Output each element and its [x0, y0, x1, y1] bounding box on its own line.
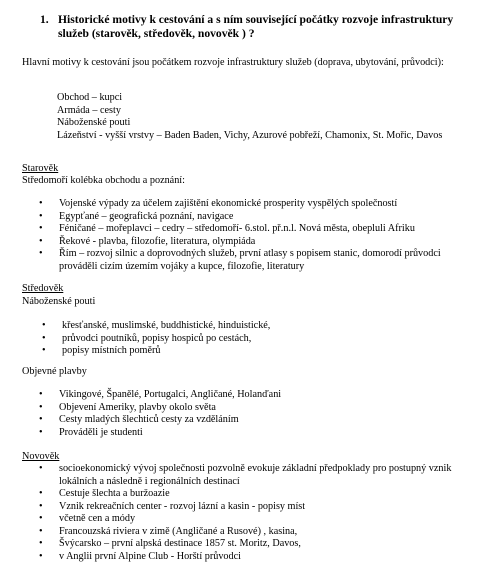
- list-item: • Cestuje šlechta a buržoazie: [39, 488, 459, 501]
- motive-item: Náboženské pouti: [57, 117, 131, 128]
- question-number: 1.: [40, 13, 49, 26]
- list-item: • Francouzská riviera v zimě (Angličané a Rusové) , kasina,: [39, 526, 459, 539]
- motive-item: Armáda – cesty: [57, 104, 121, 116]
- list-item: • v Anglii první Alpine Club - Horští průvodci: [39, 551, 459, 564]
- list-item: • Cesty mladých šlechticů cesty za vzděláním: [39, 414, 439, 427]
- objevne-plavby-list: [39, 389, 439, 439]
- section-title-objevne-plavby: Objevné plavby: [22, 366, 87, 377]
- section-subtitle-starovek: Středomoří kolébka obchodu a poznání:: [22, 175, 185, 186]
- section-title-novovek: Novověk: [22, 451, 60, 462]
- section-subtitle-stredovek: Náboženské pouti: [22, 296, 96, 307]
- list-item: • Prováděli je studenti: [39, 427, 439, 440]
- list-item: • včetně cen a módy: [39, 513, 459, 526]
- novovek-list: [39, 463, 459, 563]
- intro-paragraph: Hlavní motivy k cestování jsou počátkem rozvoje infrastruktury služeb (doprava, ubytování, průvodci):: [22, 57, 444, 68]
- list-item: • Vojenské výpady za účelem zajištění ekonomické prosperity vyspělých společností: [39, 198, 459, 211]
- list-item: • Řekové - plavba, filozofie, literatura, olympiáda: [39, 236, 459, 249]
- list-item: • Vznik rekreačních center - rozvoj lázní a kasin - popisy míst: [39, 501, 459, 514]
- question-title: Historické motivy k cestování a s ním související počátky rozvoje infrastruktury služeb (starověk, středověk, novověk ) ?: [58, 13, 454, 40]
- list-item: • socioekonomický vývoj společnosti pozvolně evokuje základní předpoklady pro postupný vznik lokálních a následně i regionálních destinací: [39, 463, 459, 488]
- list-item: • Objevení Ameriky, plavby okolo světa: [39, 402, 439, 415]
- starovek-list: [39, 198, 459, 273]
- list-item: • Řím – rozvoj silnic a doprovodných služeb, první atlasy s popisem stanic, domorodí průvodci prováděli cizím územím vojáky a kupce, filozofie, literatury: [39, 248, 459, 273]
- list-item: • Féničané – mořeplavci – cedry – středomoří- 6.stol. př.n.l. Nová města, obepluli Afriku: [39, 223, 459, 236]
- list-item: • Švýcarsko – první alpská destinace 1857 st. Moritz, Davos,: [39, 538, 459, 551]
- stredovek-list: [42, 320, 442, 358]
- motive-item: Lázeňství - vyšší vrstvy – Baden Baden, Vichy, Azurové pobřeží, Chamonix, St. Mořic, Davos: [57, 129, 443, 141]
- section-title-starovek: Starověk: [22, 163, 59, 174]
- list-item: • Vikingové, Španělé, Portugalci, Angličané, Holanďani: [39, 389, 439, 402]
- list-item: • průvodci poutníků, popisy hospiců po cestách,: [42, 333, 442, 346]
- list-item: • popisy místních poměrů: [42, 345, 442, 358]
- section-title-stredovek: Středověk: [22, 283, 64, 294]
- list-item: • Egypťané – geografická poznání, navigace: [39, 211, 459, 224]
- motive-item: Obchod – kupci: [57, 92, 123, 103]
- list-item: • křesťanské, muslimské, buddhistické, hinduistické,: [42, 320, 442, 333]
